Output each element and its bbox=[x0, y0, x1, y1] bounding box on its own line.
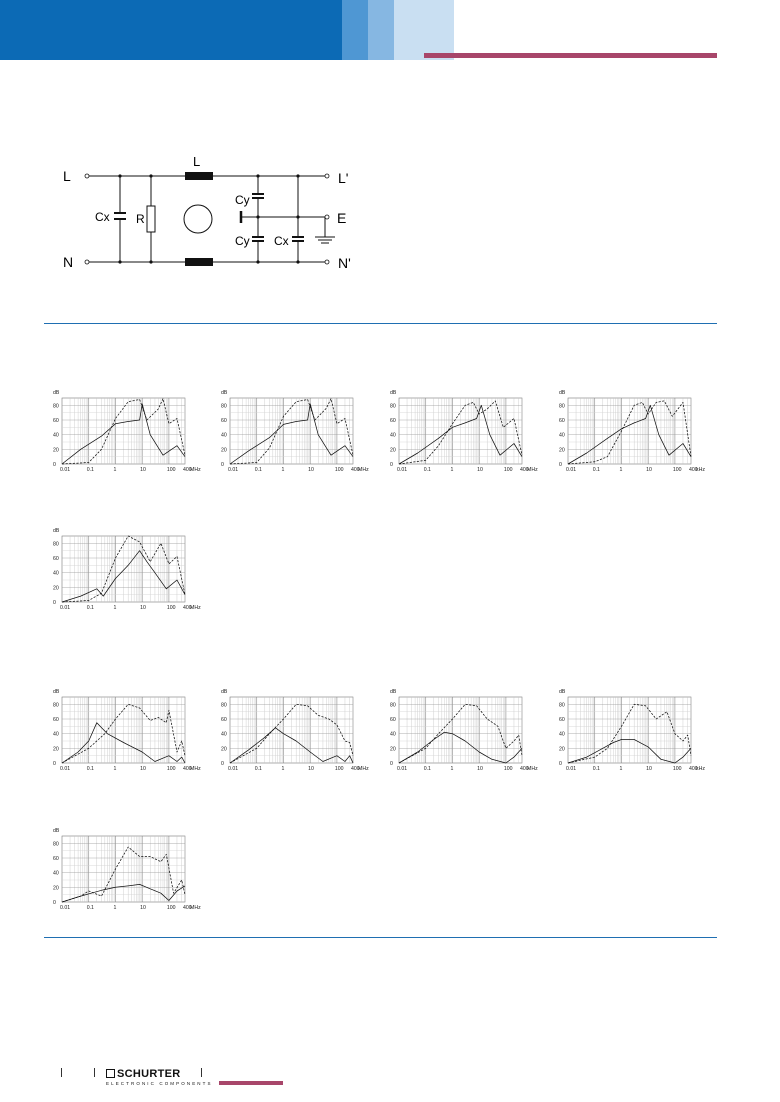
y-tick-label: 40 bbox=[221, 432, 227, 439]
attenuation-graph bbox=[387, 686, 538, 778]
y-tick-label: 80 bbox=[53, 841, 59, 848]
y-tick-label: 20 bbox=[53, 585, 59, 592]
y-tick-label: 0 bbox=[390, 761, 393, 767]
header-band bbox=[0, 0, 342, 60]
y-tick-label: 80 bbox=[390, 403, 396, 410]
filter-circuit-diagram bbox=[55, 150, 375, 280]
x-tick-label: 1 bbox=[281, 467, 285, 473]
x-tick-label: 0.01 bbox=[60, 905, 71, 911]
attenuation-graph bbox=[50, 525, 201, 617]
y-tick-label: 20 bbox=[221, 746, 227, 753]
x-tick-label: 400 bbox=[183, 467, 192, 473]
x-tick-label: 100 bbox=[334, 766, 344, 772]
x-tick-label: 1 bbox=[450, 467, 454, 473]
y-tick-label: 80 bbox=[221, 702, 227, 709]
y-tick-label: 60 bbox=[559, 717, 565, 723]
x-tick-label: 10 bbox=[646, 766, 652, 772]
y-tick-label: 80 bbox=[559, 403, 565, 410]
x-unit-label: kHz bbox=[696, 766, 705, 772]
x-tick-label: 1 bbox=[619, 467, 623, 473]
x-tick-label: 1 bbox=[113, 605, 117, 611]
x-tick-label: 1 bbox=[113, 766, 117, 772]
attenuation-graph bbox=[556, 387, 705, 479]
x-tick-label: 0.1 bbox=[423, 766, 431, 772]
y-tick-label: 40 bbox=[390, 432, 396, 439]
y-tick-label: 20 bbox=[53, 885, 59, 892]
y-tick-label: 60 bbox=[53, 717, 59, 723]
x-unit-label: MHz bbox=[358, 766, 369, 772]
x-tick-label: 0.01 bbox=[60, 766, 71, 772]
y-tick-label: 60 bbox=[390, 418, 396, 424]
x-tick-label: 100 bbox=[672, 467, 682, 473]
footer-tick bbox=[201, 1068, 202, 1077]
y-tick-label: 40 bbox=[53, 432, 59, 439]
x-tick-label: 400 bbox=[183, 605, 192, 611]
y-tick-label: 40 bbox=[559, 731, 565, 738]
terminal-n-in: N bbox=[63, 254, 74, 270]
x-tick-label: 400 bbox=[183, 905, 192, 911]
y-tick-label: 60 bbox=[221, 418, 227, 424]
y-unit-label: dB bbox=[53, 528, 60, 534]
x-tick-label: 0.1 bbox=[86, 467, 94, 473]
x-tick-label: 10 bbox=[308, 467, 314, 473]
x-tick-label: 0.1 bbox=[592, 467, 600, 473]
logo-mark-icon bbox=[106, 1069, 115, 1078]
y-unit-label: dB bbox=[53, 689, 60, 695]
attenuation-graph bbox=[50, 387, 201, 479]
x-tick-label: 400 bbox=[351, 766, 360, 772]
y-tick-label: 0 bbox=[559, 462, 562, 468]
x-tick-label: 1 bbox=[281, 766, 285, 772]
y-unit-label: dB bbox=[53, 390, 60, 396]
y-tick-label: 40 bbox=[53, 731, 59, 738]
x-unit-label: MHz bbox=[527, 467, 538, 473]
x-tick-label: 0.1 bbox=[86, 605, 94, 611]
y-tick-label: 60 bbox=[53, 418, 59, 424]
x-tick-label: 0.01 bbox=[566, 766, 577, 772]
y-tick-label: 40 bbox=[390, 731, 396, 738]
y-unit-label: dB bbox=[221, 689, 228, 695]
x-tick-label: 0.01 bbox=[397, 766, 408, 772]
x-tick-label: 0.01 bbox=[60, 467, 71, 473]
schurter-logo bbox=[106, 1068, 181, 1080]
y-unit-label: dB bbox=[559, 689, 566, 695]
cy-top-label: Cy bbox=[235, 193, 250, 207]
y-tick-label: 20 bbox=[221, 447, 227, 454]
x-tick-label: 100 bbox=[334, 467, 344, 473]
x-tick-label: 1 bbox=[113, 467, 117, 473]
x-tick-label: 0.1 bbox=[592, 766, 600, 772]
x-unit-label: MHz bbox=[358, 467, 369, 473]
x-tick-label: 1 bbox=[619, 766, 623, 772]
x-tick-label: 400 bbox=[520, 467, 529, 473]
attenuation-graph bbox=[50, 825, 201, 917]
x-tick-label: 1 bbox=[450, 766, 454, 772]
x-tick-label: 10 bbox=[140, 605, 146, 611]
x-tick-label: 10 bbox=[140, 467, 146, 473]
attenuation-graph bbox=[387, 387, 538, 479]
attenuation-graph bbox=[218, 686, 369, 778]
y-tick-label: 40 bbox=[53, 870, 59, 877]
logo-subtitle: ELECTRONIC COMPONENTS bbox=[106, 1081, 213, 1086]
terminal-l-out: L' bbox=[338, 170, 349, 186]
resistor-label: R bbox=[136, 212, 145, 226]
y-unit-label: dB bbox=[390, 390, 397, 396]
y-tick-label: 0 bbox=[53, 761, 56, 767]
x-tick-label: 0.1 bbox=[254, 467, 262, 473]
x-tick-label: 0.01 bbox=[60, 605, 71, 611]
x-tick-label: 100 bbox=[166, 467, 176, 473]
y-tick-label: 0 bbox=[390, 462, 393, 468]
cx-out-label: Cx bbox=[274, 234, 289, 248]
y-unit-label: dB bbox=[390, 689, 397, 695]
y-tick-label: 80 bbox=[53, 403, 59, 410]
x-tick-label: 0.01 bbox=[566, 467, 577, 473]
x-tick-label: 10 bbox=[477, 467, 483, 473]
header-stripe-3 bbox=[394, 0, 454, 60]
x-tick-label: 100 bbox=[166, 605, 176, 611]
y-tick-label: 60 bbox=[53, 556, 59, 562]
logo-wordmark: SCHURTER bbox=[117, 1068, 181, 1080]
y-unit-label: dB bbox=[53, 828, 60, 834]
y-tick-label: 60 bbox=[559, 418, 565, 424]
y-tick-label: 0 bbox=[53, 600, 56, 606]
x-unit-label: MHz bbox=[190, 766, 201, 772]
x-tick-label: 0.1 bbox=[423, 467, 431, 473]
y-tick-label: 40 bbox=[559, 432, 565, 439]
x-tick-label: 1 bbox=[113, 905, 117, 911]
y-tick-label: 0 bbox=[221, 761, 224, 767]
x-tick-label: 400 bbox=[351, 467, 360, 473]
y-tick-label: 20 bbox=[559, 447, 565, 454]
footer-tick bbox=[94, 1068, 95, 1077]
y-tick-label: 0 bbox=[559, 761, 562, 767]
x-tick-label: 400 bbox=[183, 766, 192, 772]
header-stripe-2 bbox=[368, 0, 394, 60]
attenuation-graph bbox=[556, 686, 705, 778]
y-tick-label: 60 bbox=[221, 717, 227, 723]
section-rule-top bbox=[44, 323, 717, 324]
y-unit-label: dB bbox=[559, 390, 566, 396]
x-unit-label: MHz bbox=[190, 905, 201, 911]
y-tick-label: 40 bbox=[221, 731, 227, 738]
x-tick-label: 0.01 bbox=[397, 467, 408, 473]
x-unit-label: MHz bbox=[527, 766, 538, 772]
cy-bottom-label: Cy bbox=[235, 234, 250, 248]
x-tick-label: 400 bbox=[520, 766, 529, 772]
x-unit-label: MHz bbox=[190, 605, 201, 611]
y-tick-label: 0 bbox=[53, 900, 56, 906]
footer-tick bbox=[61, 1068, 62, 1077]
terminal-l-in: L bbox=[63, 168, 71, 184]
x-tick-label: 100 bbox=[672, 766, 682, 772]
x-tick-label: 10 bbox=[646, 467, 652, 473]
x-tick-label: 100 bbox=[503, 467, 513, 473]
y-tick-label: 0 bbox=[221, 462, 224, 468]
inductor-label: L bbox=[193, 154, 201, 169]
y-tick-label: 20 bbox=[390, 447, 396, 454]
y-tick-label: 80 bbox=[559, 702, 565, 709]
x-tick-label: 10 bbox=[140, 766, 146, 772]
x-tick-label: 100 bbox=[503, 766, 513, 772]
x-tick-label: 0.01 bbox=[228, 766, 239, 772]
section-rule-bottom bbox=[44, 937, 717, 938]
x-tick-label: 0.01 bbox=[228, 467, 239, 473]
y-tick-label: 20 bbox=[559, 746, 565, 753]
y-tick-label: 0 bbox=[53, 462, 56, 468]
x-tick-label: 400 bbox=[689, 467, 698, 473]
y-tick-label: 80 bbox=[53, 541, 59, 548]
attenuation-graph bbox=[50, 686, 201, 778]
x-tick-label: 100 bbox=[166, 766, 176, 772]
x-tick-label: 0.1 bbox=[254, 766, 262, 772]
terminal-n-out: N' bbox=[338, 255, 351, 271]
x-tick-label: 0.1 bbox=[86, 905, 94, 911]
y-tick-label: 60 bbox=[390, 717, 396, 723]
x-tick-label: 10 bbox=[308, 766, 314, 772]
x-tick-label: 100 bbox=[166, 905, 176, 911]
x-tick-label: 400 bbox=[689, 766, 698, 772]
y-unit-label: dB bbox=[221, 390, 228, 396]
y-tick-label: 20 bbox=[53, 447, 59, 454]
x-unit-label: kHz bbox=[696, 467, 705, 473]
footer-accent-line bbox=[219, 1081, 283, 1085]
y-tick-label: 80 bbox=[221, 403, 227, 410]
x-unit-label: MHz bbox=[190, 467, 201, 473]
y-tick-label: 60 bbox=[53, 856, 59, 862]
attenuation-graph bbox=[218, 387, 369, 479]
y-tick-label: 20 bbox=[53, 746, 59, 753]
y-tick-label: 80 bbox=[390, 702, 396, 709]
x-tick-label: 10 bbox=[140, 905, 146, 911]
y-tick-label: 40 bbox=[53, 570, 59, 577]
x-tick-label: 10 bbox=[477, 766, 483, 772]
y-tick-label: 80 bbox=[53, 702, 59, 709]
y-tick-label: 20 bbox=[390, 746, 396, 753]
cx-in-label: Cx bbox=[95, 210, 110, 224]
header-stripe-1 bbox=[342, 0, 368, 60]
terminal-earth: E bbox=[337, 210, 347, 226]
x-tick-label: 0.1 bbox=[86, 766, 94, 772]
header-accent-line bbox=[424, 53, 717, 58]
